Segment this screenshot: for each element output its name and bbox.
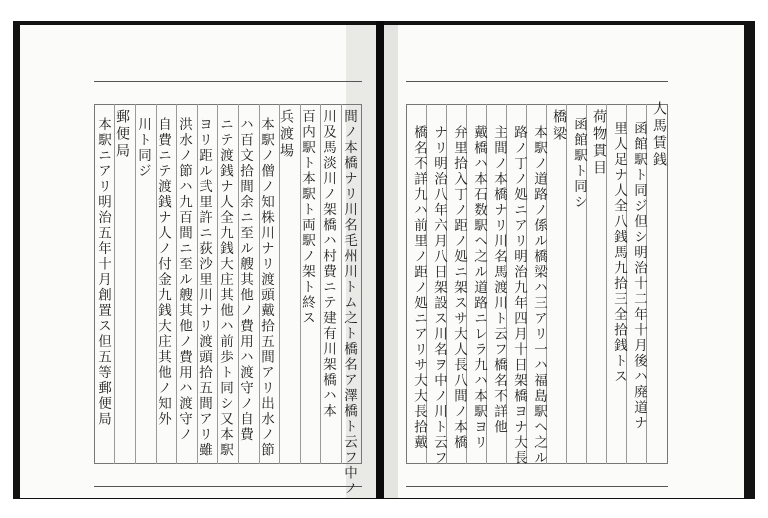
text-column: ヨリ距ル弐里許ニ荻沙里川ナリ渡頭拾五間アリ雖 [196,117,212,458]
page-gutter-shade [384,25,398,498]
frame-bottom-band [94,463,362,486]
text-column: ニテ渡銭ナ人全九銭大庄其他ハ前歩ト同シ又本駅 [217,117,233,458]
text-column: 百内駅ト本駅ト両駅ノ架ト終ス [299,109,315,326]
section-heading: 兵渡場 [278,109,294,160]
text-column: 弁里拾入丁ノ距ノ処ニ架スサ大人長八間ノ本橋 [451,125,467,451]
text-column: 路ノ丁ノ処ニアリ明治九年四月十日架橋ヨナ大長 [511,125,527,466]
text-column: 川及馬淡川ノ架橋ハ村費ニテ建有川架橋ハ本 [320,109,336,419]
left-page [20,25,376,498]
text-column: 本駅ノ道路ノ係ル橋梁ハ三アリ一ハ福島駅ヘ之ル [531,125,547,466]
text-column: 間ノ本橋ナリ川名毛州川トム之ト橋名ア澤橋ト云フ中ノ [341,109,357,497]
text-column: 自費ニテ渡銭ナ人ノ付金九銭大庄其他ノ知外 [155,117,171,427]
frame-top-band [94,82,362,105]
text-column: 函館駅ト同シ [571,117,587,210]
text-column: ナリ明治八年六月八日架設ス川名ヲ中ノ川ト云フ [431,125,447,466]
frame-top-band [406,82,668,105]
text-column: 主間ノ本橋ナリ川名馬渡川ト云フ橋名不詳他 [491,125,507,435]
book-spine [376,21,384,499]
text-column: 本駅ノ僧ノ知株川ナリ渡頭戴拾五間アリ出水ノ節 [258,117,274,458]
frame-bottom-band [406,463,668,486]
text-column: ハ百文拾間余ニ至ル艘其他ノ費用ハ渡守ノ自費 [237,117,253,443]
text-column: 川ト同ジ [135,117,151,179]
section-heading: 橋梁 [551,109,567,143]
section-heading: 荷物貫目 [591,109,607,177]
right-page [384,25,744,498]
text-column: 里人足ナ人全八銭馬九拾三全拾銭トス [611,121,627,385]
text-column: 橋名不詳九ハ前里ノ距ノ処ニアリサ大大長拾戴 [411,125,427,451]
text-column: 函館駅ト同ジ但シ明治十二年十月後ハ廃道ナ [631,121,647,431]
text-column: 本駅ニアリ明治五年十月創置ス但五等郵便局 [95,117,111,427]
text-column: 洪水ノ節ハ九百間ニ至ル艘其他ノ費用ハ渡守ノ [176,117,192,443]
text-column: 戴橋ハ本石数駅ヘ之ル道路ニレラ九ハ本駅ヨリ [471,125,487,451]
section-heading: 人馬賃銭 [651,101,667,169]
section-heading: 郵便局 [114,109,130,160]
